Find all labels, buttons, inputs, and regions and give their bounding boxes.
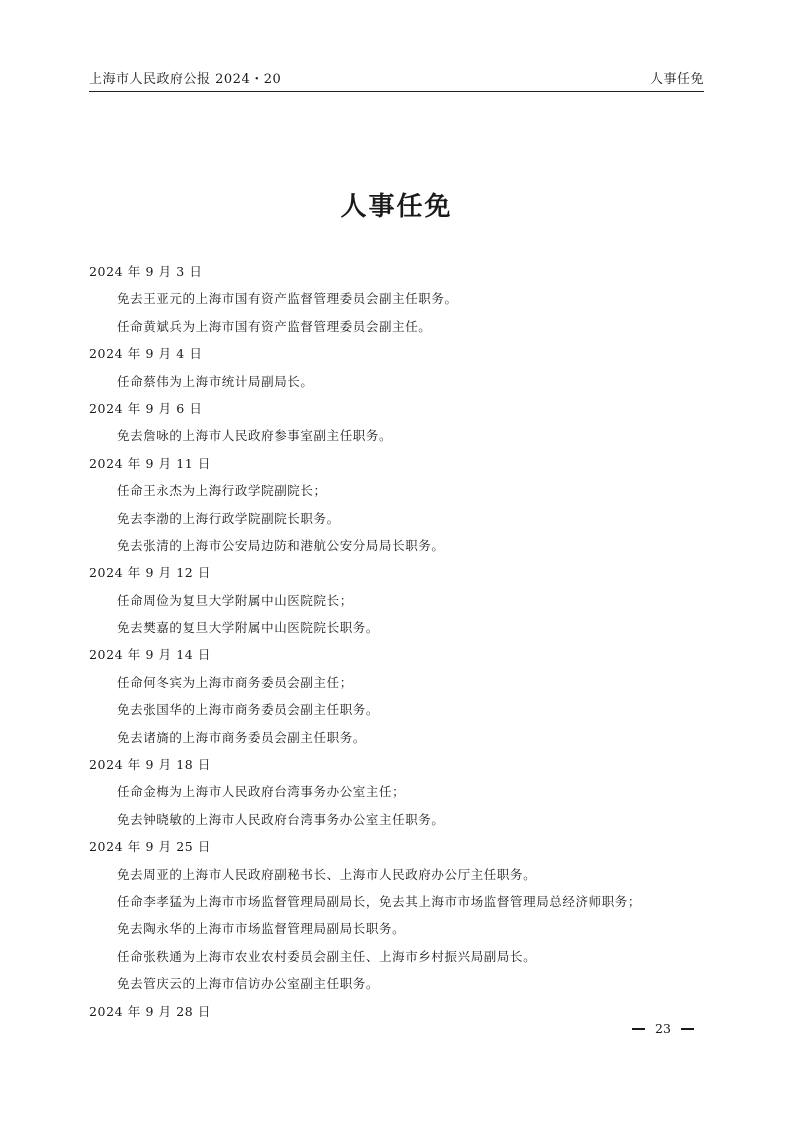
appointment-item: 任命王永杰为上海行政学院副院长； <box>117 483 327 499</box>
appointment-item: 任命蔡伟为上海市统计局副局长。 <box>117 373 314 389</box>
entry-date: 2024 年 9 月 6 日 <box>89 400 203 416</box>
appointment-item: 免去管庆云的上海市信访办公室副主任职务。 <box>117 976 380 992</box>
running-header <box>89 66 704 86</box>
appointment-list <box>89 258 704 1025</box>
entry-date: 2024 年 9 月 4 日 <box>89 346 203 362</box>
entry-date: 2024 年 9 月 25 日 <box>89 839 212 855</box>
section-title: 人事任免 <box>649 72 704 87</box>
appointment-item: 免去樊嘉的复旦大学附属中山医院院长职务。 <box>117 620 380 636</box>
page-number: 23 <box>655 1021 671 1036</box>
appointment-item: 免去詹咏的上海市人民政府参事室副主任职务。 <box>117 428 393 444</box>
appointment-item: 任命张秩通为上海市农业农村委员会副主任、上海市乡村振兴局副局长。 <box>117 948 537 964</box>
entry-date: 2024 年 9 月 11 日 <box>89 455 212 471</box>
appointment-item: 免去张清的上海市公安局边防和港航公安分局局长职务。 <box>117 537 445 553</box>
entry-date: 2024 年 9 月 12 日 <box>89 565 212 581</box>
appointment-item: 任命黄斌兵为上海市国有资产监督管理委员会副主任。 <box>117 318 432 334</box>
entry-date: 2024 年 9 月 14 日 <box>89 647 212 663</box>
appointment-item: 免去钟晓敏的上海市人民政府台湾事务办公室主任职务。 <box>117 811 445 827</box>
appointment-item: 免去陶永华的上海市市场监督管理局副局长职务。 <box>117 921 406 937</box>
dash-left <box>632 1028 645 1030</box>
appointment-item: 免去王亚元的上海市国有资产监督管理委员会副主任职务。 <box>117 291 458 307</box>
header-rule <box>89 91 704 92</box>
page-number-footer <box>632 1021 694 1036</box>
entry-date: 2024 年 9 月 18 日 <box>89 757 212 773</box>
appointment-item: 任命何冬宾为上海市商务委员会副主任； <box>117 674 353 690</box>
appointment-item: 免去周亚的上海市人民政府副秘书长、上海市人民政府办公厅主任职务。 <box>117 866 537 882</box>
dash-right <box>681 1028 694 1030</box>
appointment-item: 任命周俭为复旦大学附属中山医院院长； <box>117 592 353 608</box>
appointment-item: 任命金梅为上海市人民政府台湾事务办公室主任； <box>117 784 406 800</box>
appointment-item: 免去李渤的上海行政学院副院长职务。 <box>117 510 340 526</box>
appointment-item: 免去诸旖的上海市商务委员会副主任职务。 <box>117 729 366 745</box>
publication-title: 上海市人民政府公报 2024・20 <box>89 72 282 87</box>
entry-date: 2024 年 9 月 28 日 <box>89 1003 212 1019</box>
appointment-item: 免去张国华的上海市商务委员会副主任职务。 <box>117 702 380 718</box>
page-title: 人事任免 <box>340 192 453 222</box>
entry-date: 2024 年 9 月 3 日 <box>89 264 203 279</box>
appointment-item: 任命李孝猛为上海市市场监督管理局副局长，免去其上海市市场监督管理局总经济师职务； <box>117 893 642 909</box>
